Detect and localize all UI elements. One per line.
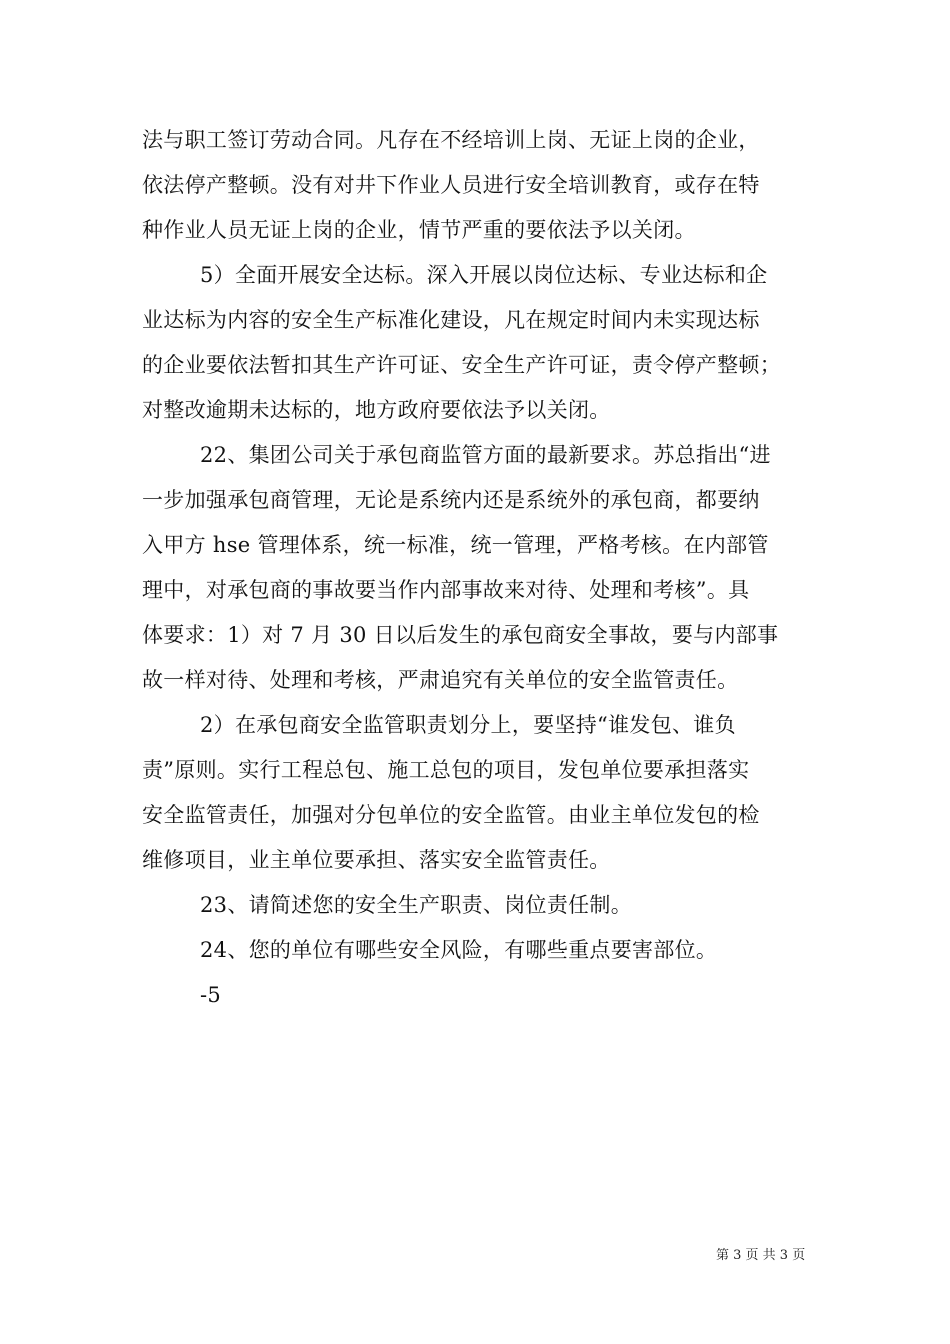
text-line-2: 依法停产整顿。没有对井下作业人员进行安全培训教育，或存在特: [142, 173, 760, 197]
text-line-3: 种作业人员无证上岗的企业，情节严重的要依法予以关闭。: [142, 218, 696, 242]
text-line-15: 责”原则。实行工程总包、施工总包的项目，发包单位要承担落实: [142, 758, 750, 782]
text-line-7: 对整改逾期未达标的，地方政府要依法予以关闭。: [142, 398, 611, 422]
text-line-13: 故一样对待、处理和考核，严肃追究有关单位的安全监管责任。: [142, 668, 739, 692]
text-line-11: 理中，对承包商的事故要当作内部事故来对待、处理和考核”。具: [142, 578, 750, 602]
text-line-6: 的企业要依法暂扣其生产许可证、安全生产许可证，责令停产整顿；: [142, 353, 781, 377]
text-line-18: 23、请简述您的安全生产职责、岗位责任制。: [200, 893, 633, 917]
text-line-19: 24、您的单位有哪些安全风险，有哪些重点要害部位。: [200, 938, 718, 962]
text-line-12: 体要求：1）对 7 月 30 日以后发生的承包商安全事故，要与内部事: [142, 623, 779, 647]
text-line-1: 法与职工签订劳动合同。凡存在不经培训上岗、无证上岗的企业，: [142, 128, 760, 152]
text-line-14: 2）在承包商安全监管职责划分上，要坚持“谁发包、谁负: [200, 713, 736, 737]
text-line-16: 安全监管责任，加强对分包单位的安全监管。由业主单位发包的检: [142, 803, 760, 827]
text-line-9: 一步加强承包商管理，无论是系统内还是系统外的承包商，都要纳: [142, 488, 760, 512]
page-number: 第 3 页 共 3 页: [716, 1248, 806, 1263]
text-line-4: 5）全面开展安全达标。深入开展以岗位达标、专业达标和企: [200, 263, 768, 287]
text-line-17: 维修项目，业主单位要承担、落实安全监管责任。: [142, 848, 611, 872]
text-line-5: 业达标为内容的安全生产标准化建设，凡在规定时间内未实现达标: [142, 308, 760, 332]
text-line-10: 入甲方 hse 管理体系，统一标准，统一管理，严格考核。在内部管: [142, 533, 769, 557]
text-line-8: 22、集团公司关于承包商监管方面的最新要求。苏总指出“进: [200, 443, 771, 467]
document-body: [142, 118, 814, 1018]
text-line-20: -5: [200, 983, 222, 1007]
